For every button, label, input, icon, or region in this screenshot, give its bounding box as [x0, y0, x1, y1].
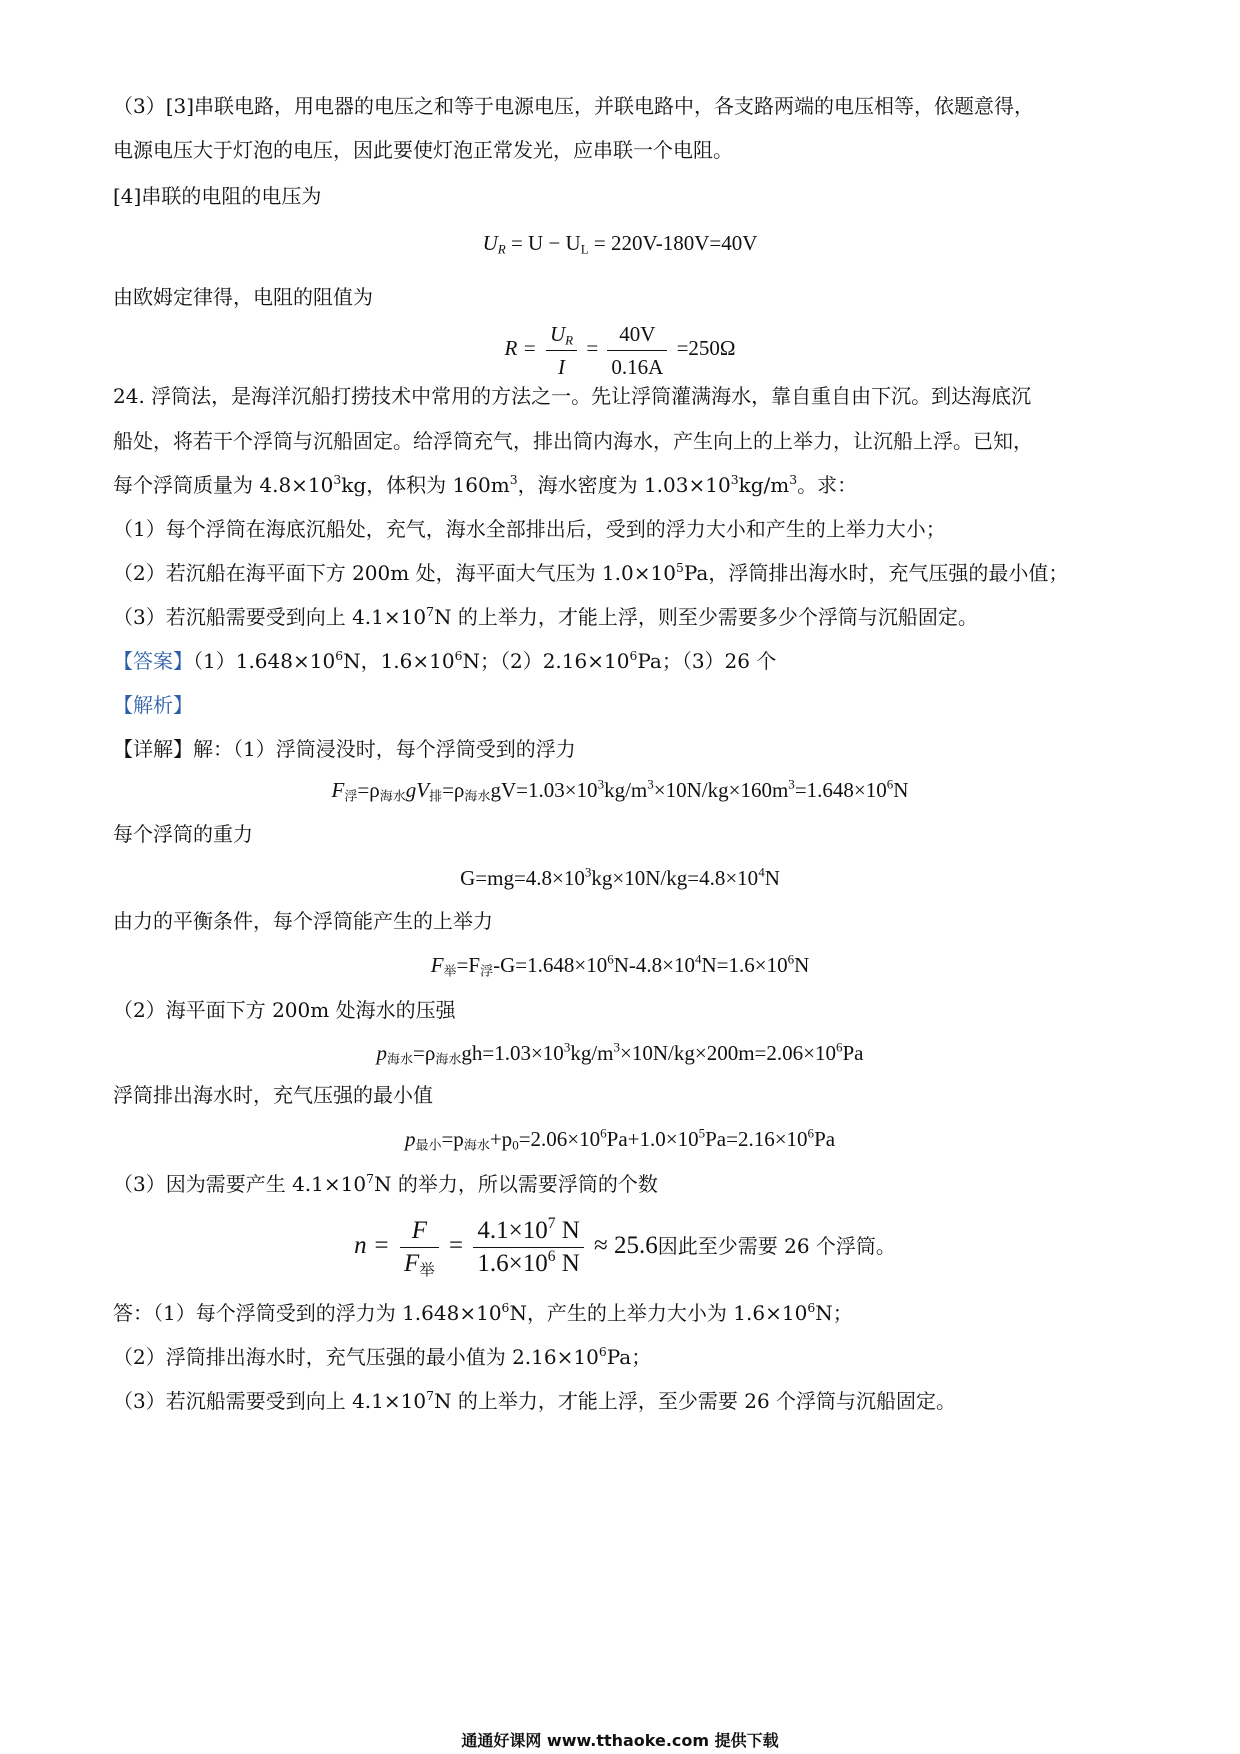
question-24-sub-1: （1）每个浮筒在海底沉船处，充气，海水全部排出后，受到的浮力大小和产生的上举力大小； — [113, 517, 946, 541]
paragraph-series-resistor: 电源电压大于灯泡的电压，因此要使灯泡正常发光，应串联一个电阻。 — [113, 138, 733, 162]
paragraph-resistor-voltage: [4]串联的电阻的电压为 — [113, 184, 322, 208]
equation-sea-pressure: $p_{海水}=\rho_{海水}gh=1.03\times 10^3kg/m^3\times 10N/kg\times 200m=2.06\times 10^6Pa$ — [376, 1039, 864, 1067]
paragraph-min-pressure: 浮筒排出海水时，充气压强的最小值 — [113, 1083, 433, 1107]
equation-resistor-voltage: $U_R = U - U_L = 220V-180V=40V$ — [482, 231, 758, 257]
answer-tag: 【答案】 — [113, 649, 193, 673]
fraction-f-over-flift: $\frac{F}{F_举}$ — [400, 1215, 439, 1280]
fraction-force-ratio: $\frac{4.1\times 10^7 N}{1.6\times 10^6 N}$ — [473, 1215, 583, 1280]
final-answer-1: 答：（1）每个浮筒受到的浮力为 $1.648\times 10^6N$，产生的上举力大小为 $1.6\times 10^6N$； — [113, 1299, 853, 1325]
detail-tag: 【详解】 — [113, 737, 193, 761]
question-24-sub-2: （2）若沉船在海平面下方 200m 处，海平面大气压为 $1.0\times 10^5Pa$，浮筒排出海水时，充气压强的最小值； — [113, 559, 1069, 585]
equation-lift-force: $F_举=F_浮-G=1.648\times 10^6N-4.8\times 10^4N=1.6\times 10^6N$ — [430, 951, 810, 979]
paragraph-sea-pressure: （2）海平面下方 200m 处海水的压强 — [113, 998, 456, 1022]
analysis-tag: 【解析】 — [113, 693, 193, 717]
equation-resistance: R = $\frac{U_R}{I}$ = $\frac{40V}{0.16A}$ =250Ω — [0, 313, 1240, 383]
paragraph-series-circuit: （3）[3]串联电路，用电器的电压之和等于电源电压，并联电路中，各支路两端的电压相等，依题意得， — [113, 94, 1035, 118]
final-answer-3: （3）若沉船需要受到向上 $4.1\times 10^7N$ 的上举力，才能上浮，至少需要 26 个浮筒与沉船固定。 — [113, 1387, 957, 1413]
equation-gravity: $G=mg=4.8\times 10^3kg\times 10N/kg=4.8\times 10^4N$ — [460, 864, 780, 890]
question-24-line-1: 24. 浮筒法，是海洋沉船打捞技术中常用的方法之一。先让浮筒灌满海水，靠自重自由下沉。到达海底沉 — [113, 384, 1032, 408]
paragraph-float-count: （3）因为需要产生 $4.1\times 10^7N$ 的举力，所以需要浮筒的个数 — [113, 1170, 658, 1196]
paragraph-ohms-law: 由欧姆定律得，电阻的阻值为 — [113, 285, 373, 309]
question-24-sub-3: （3）若沉船需要受到向上 $4.1\times 10^7N$ 的上举力，才能上浮，则至少需要多少个浮筒与沉船固定。 — [113, 603, 978, 629]
paragraph-gravity: 每个浮筒的重力 — [113, 822, 253, 846]
equation-buoyancy: $F_浮=\rho_{海水}gV_排=\rho_{海水}gV=1.03\times 10^3kg/m^3\times 10N/kg\times 160m^3=1.648\times 10^6N$ — [331, 776, 909, 804]
detail-line: 【详解】解：（1）浮筒浸没时，每个浮筒受到的浮力 — [113, 737, 576, 761]
fraction-40v-over-016a: $\frac{40V}{0.16A}$ — [607, 318, 667, 383]
question-24-line-2: 船处，将若干个浮筒与沉船固定。给浮筒充气，排出筒内海水，产生向上的上举力，让沉船上浮。已知， — [113, 429, 1033, 453]
fraction-ur-over-i: $\frac{U_R}{I}$ — [546, 318, 577, 383]
answer-line: 【答案】$(1)1.648\times 10^6N$，$1.6\times 10^6N$；$(2)2.16\times 10^6Pa$；（3）26 个 — [113, 647, 777, 673]
final-answer-2: （2）浮筒排出海水时，充气压强的最小值为 $2.16\times 10^6Pa$； — [113, 1343, 652, 1369]
paragraph-equilibrium: 由力的平衡条件，每个浮筒能产生的上举力 — [113, 909, 493, 933]
equation-min-pressure: $p_{最小}=p_{海水}+p_0=2.06\times 10^6Pa+1.0\times 10^5Pa=2.16\times 10^6Pa$ — [404, 1125, 836, 1153]
question-24-line-3: 每个浮筒质量为 $4.8\times 10^3kg$，体积为 $160m^3$，海水密度为 $1.03\times 10^3kg/m^3$。求： — [113, 471, 858, 497]
equation-float-count: n = $\frac{F}{F_举}$ = $\frac{4.1\times 10^7 N}{1.6\times 10^6 N}$ ≈ 25.6因此至少需要 26 个浮筒。 — [354, 1214, 896, 1279]
footer-source: 通通好课网 www.tthaoke.com 提供下载 — [461, 1731, 779, 1750]
